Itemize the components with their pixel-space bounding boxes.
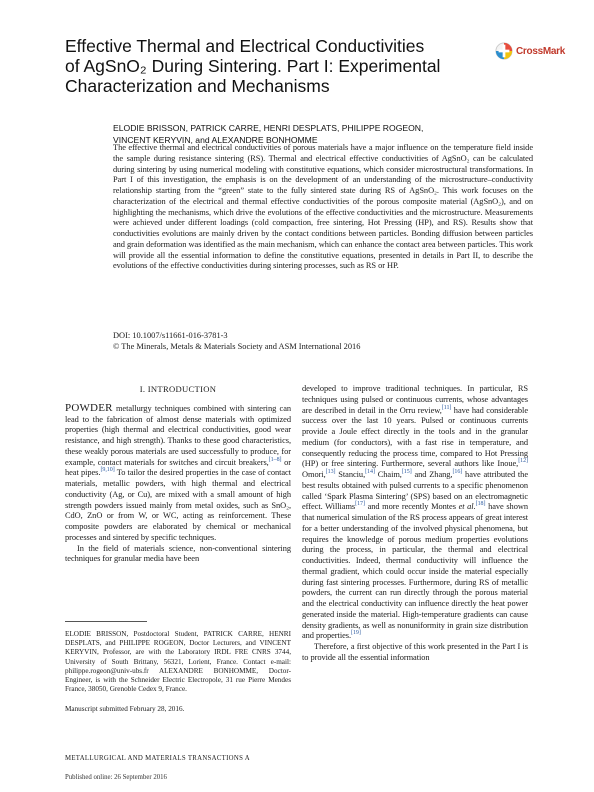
intro-text-b: or heat pipes. (65, 457, 291, 478)
author-affiliation-footnote (65, 630, 291, 694)
section-heading: I. INTRODUCTION (139, 384, 217, 394)
abstract: The effective thermal and electrical conductivities of porous materials have a major influence on the temperature field inside the sample during resistance sintering (RS). Thermal and electrical effective conductivities of AgSnO₂ can be calculated during sintering by using numerical modeling with constitutive equations, which consider microstructural transformations. In Part I of this investigation, the emphasis is on the development of an understanding of the microstructure–conductivity relationship starting from the “green” state to the fully sintered state during RS of AgSnO₂. This work focuses on the characterization of the electrical and thermal effective conductivities of the porous composite material (AgSnO₂), and on highlighting the mechanisms, which drive the evolutions of the effective conductivities and the microstructure. Measurements were achieved under different loadings (cold compaction, free sintering, Hot Pressing (HP), and RS). Results show that conductivities evolutions are mainly driven by the contact conditions between particles. Bonding diffusion between particles and grain deformation was identified as the main mechanism, which can enhance the contact area between particles. This work will provide all the essential information to define the constitutive equations, presented in details in Part II, to describe the evolutions of the effective conductivities during sintering processes, such as RS or HP. (113, 143, 533, 271)
right-text-a: developed to improve traditional techniques. In particular, RS techniques using pulsed or continuous currents, whose advantages are described in detail in the Orru review, (302, 384, 528, 415)
footnote-divider (65, 621, 147, 622)
intro-paragraph-2: In the field of materials science, non-conventional sintering techniques for granular media have been (65, 543, 291, 564)
authors-line-1: ELODIE BRISSON, PATRICK CARRE, HENRI DESPLATS, PHILIPPE ROGEON, (113, 123, 424, 133)
right-text-h: and more recently Montes (364, 502, 459, 512)
right-text-d: Stanciu, (335, 470, 366, 479)
right-text-etal: et al. (458, 502, 476, 512)
crossmark-label: CrossMark (516, 45, 565, 57)
doi-block (113, 331, 533, 353)
right-paragraph-2: Therefore, a first objective of this work presented in the Part I is to provide all the essential information (302, 642, 528, 662)
right-text-b: have had considerable success over the last 10 years. Pulsed or continuous currents provide a Joule effect directly in the tools and in the granular medium (for conductors), with a fast rise in temperature, and consequently reducing the process time, compared to Hot Pressing (HP) or free sintering. Furthermore, several authors like Inoue, (302, 405, 528, 469)
right-paragraph-1 (302, 384, 528, 642)
footnote-text: ELODIE BRISSON, Postdoctoral Student, PATRICK CARRE, HENRI DESPLATS, and PHILIPPE ROGEON, Doctor Lecturers, and VINCENT KERYVIN, Professor, are with the Laboratory IRDL FRE CNRS 3744, University of South Brittany, 56321, Lorient, France. Contact e-mail: philippe.rogeon@univ-ubs.fr ALEXANDRE BONHOMME, Doctor-Engineer, is with the Schneider Electric Electropole, 31 rue Pierre Mendes France, 38050, Grenoble Cedex 9, France. (65, 630, 291, 694)
title-line-2: of AgSnO₂ During Sintering. Part I: Experimental (65, 56, 441, 76)
right-text-c: Omori, (302, 470, 326, 479)
paper-title (65, 36, 465, 96)
title-line-1: Effective Thermal and Electrical Conductivities (65, 36, 425, 56)
crossmark-badge[interactable] (495, 40, 565, 62)
citation-link[interactable]: [15] (401, 469, 412, 476)
citation-link[interactable]: [1–8] (268, 456, 282, 463)
intro-text-a: metallurgy techniques combined with sintering can lead to the fabrication of almost dense materials with optimized properties (high thermal and electrical conductivities, good wear resistance, and high strength). Thanks to these good characteristics, these weakly porous materials are used successfully to produce, for example, contact materials for switches and circuit breakers, (65, 403, 291, 467)
copyright: © The Minerals, Metals & Materials Society and ASM International 2016 (113, 341, 361, 351)
title-line-3: Characterization and Mechanisms (65, 76, 330, 96)
intro-text-c: To tailor the desired properties in the case of contact materials, metallic powders, with high thermal and electrical conductivity (Ag, or Cu), are mixed with a small amount of high strength powders issued mainly from metal oxides, such as SnO₂, CdO, ZnO or from W, or WC, acting as reinforcement. These composite powders are elaborated by chemical or mechanical processes and sintered by specific techniques. (65, 468, 291, 542)
doi-link[interactable]: DOI: 10.1007/s11661-016-3781-3 (113, 331, 228, 340)
left-column (65, 384, 291, 565)
dropcap-word: POWDER (65, 401, 113, 414)
citation-link[interactable]: [16] (452, 469, 463, 476)
crossmark-icon (495, 40, 513, 62)
manuscript-submitted: Manuscript submitted February 28, 2016. (65, 705, 185, 713)
citation-link[interactable]: [17] (355, 501, 365, 508)
right-text-f: and Zhang, (411, 470, 453, 479)
right-text-e: Chaim, (374, 470, 402, 479)
right-column (302, 384, 528, 664)
citation-link[interactable]: [9,10] (100, 467, 115, 474)
citation-link[interactable]: [14] (365, 469, 375, 476)
authors-line-2: VINCENT KERYVIN, and ALEXANDRE BONHOMME (113, 135, 318, 145)
right-text-i: have shown that numerical simulation of the RS process appears of great interest for a better understanding of the involved physical phenomena, but requires the knowledge of porous medium properties evolutions during the process, in particular, the thermal and electrical conductivities. Indeed, thermal conductivity will influence the thermal gradient, which could occur inside the material especially during fast sintering processes. Furthermore, during RS of metallic powders, the current can run directly through the porous material and the electrical conductivity can influence directly the heat power generated inside the material. High-temperature gradients can cause density gradients, as well as nonuniformity in grain size distribution and properties. (302, 502, 528, 641)
right-text-g: have attributed the best results obtained with pulsed currents to a specific phenomenon called ‘Spark Plasma Sintering’ (SPS) based on an electromagnetic effect. Williams (302, 470, 528, 512)
citation-link[interactable]: [13] (325, 469, 336, 476)
citation-link[interactable]: [18] (475, 501, 486, 508)
citation-link[interactable]: [11] (441, 404, 452, 411)
journal-name: METALLURGICAL AND MATERIALS TRANSACTIONS A (65, 755, 251, 762)
citation-link[interactable]: [12] (518, 458, 528, 465)
intro-paragraph-1 (65, 403, 291, 544)
published-date: Published online: 26 September 2016 (65, 774, 167, 781)
citation-link[interactable]: [19] (351, 630, 361, 637)
